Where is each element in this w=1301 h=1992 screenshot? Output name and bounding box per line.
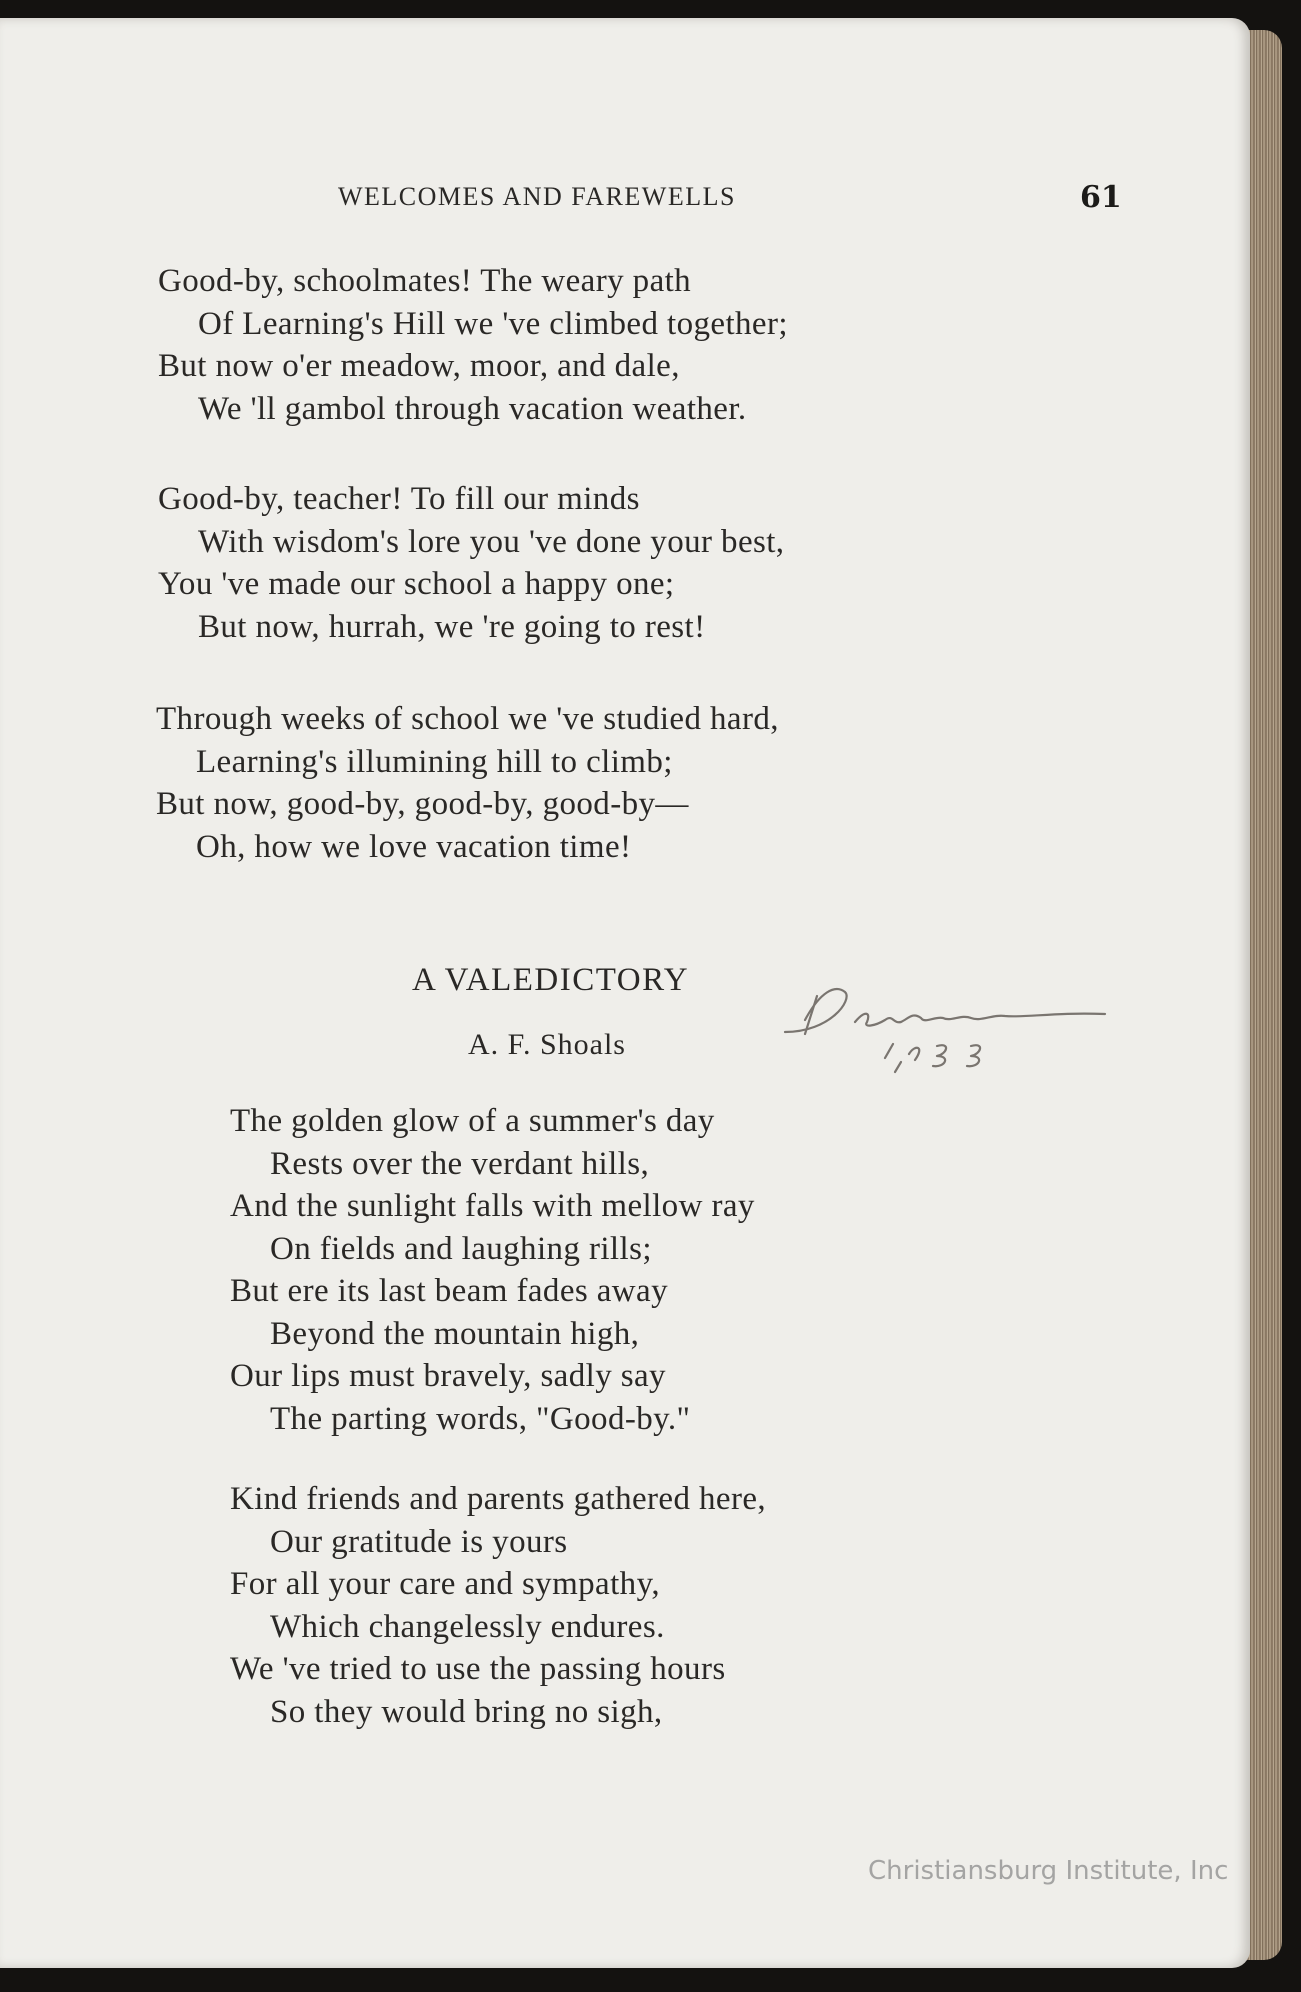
- poem1-stanza-2: [158, 478, 784, 648]
- poem-line: Rests over the verdant hills,: [270, 1145, 650, 1182]
- poem-line: For all your care and sympathy,: [230, 1566, 660, 1602]
- poem-line: With wisdom's lore you 've done your best,: [198, 523, 785, 560]
- poem-line: But now, good-by, good-by, good-by—: [156, 786, 689, 822]
- poem-line: Kind friends and parents gathered here,: [230, 1481, 767, 1517]
- poem-line: Beyond the mountain high,: [270, 1315, 640, 1352]
- poem-line: The golden glow of a summer's day: [230, 1103, 715, 1139]
- poem-line: But now, hurrah, we 're going to rest!: [198, 608, 706, 645]
- poem1-stanza-1: [158, 260, 788, 430]
- poem-line: Our gratitude is yours: [270, 1523, 568, 1560]
- poem-line: So they would bring no sigh,: [270, 1693, 663, 1730]
- poem-line: Good-by, schoolmates! The weary path: [158, 263, 692, 299]
- handwriting-stroke: [785, 989, 847, 1032]
- watermark: Christiansburg Institute, Inc: [868, 1856, 1229, 1886]
- poem-line: Through weeks of school we 've studied hard,: [156, 701, 779, 737]
- poem-line: Oh, how we love vacation time!: [196, 828, 632, 865]
- running-head: WELCOMES AND FAREWELLS: [338, 182, 736, 211]
- page-number: 61: [1080, 180, 1122, 215]
- handwritten-signature: [775, 962, 1115, 1082]
- poem-line: The parting words, "Good-by.": [270, 1400, 691, 1437]
- poem-author: A. F. Shoals: [468, 1028, 626, 1061]
- poem-line: Our lips must bravely, sadly say: [230, 1358, 666, 1394]
- poem-line: We 've tried to use the passing hours: [230, 1651, 726, 1687]
- poem-line: And the sunlight falls with mellow ray: [230, 1188, 755, 1224]
- poem-title: A VALEDICTORY: [412, 962, 690, 998]
- poem-line: Which changelessly endures.: [270, 1608, 665, 1645]
- poem-line: You 've made our school a happy one;: [158, 566, 675, 602]
- handwriting-stroke: [895, 1062, 901, 1072]
- poem2-stanza-2: [230, 1478, 766, 1733]
- poem-line: We 'll gambol through vacation weather.: [198, 390, 747, 427]
- handwriting-stroke: [855, 1014, 1105, 1026]
- poem2-stanza-1: [230, 1100, 755, 1440]
- poem-line: Good-by, teacher! To fill our minds: [158, 481, 640, 517]
- poem-line: On fields and laughing rills;: [270, 1230, 652, 1267]
- poem-line: Of Learning's Hill we 've climbed together;: [198, 305, 788, 342]
- poem-line: Learning's illumining hill to climb;: [196, 743, 673, 780]
- poem-line: But now o'er meadow, moor, and dale,: [158, 348, 680, 384]
- poem-line: But ere its last beam fades away: [230, 1273, 668, 1309]
- poem1-stanza-3: [156, 698, 779, 868]
